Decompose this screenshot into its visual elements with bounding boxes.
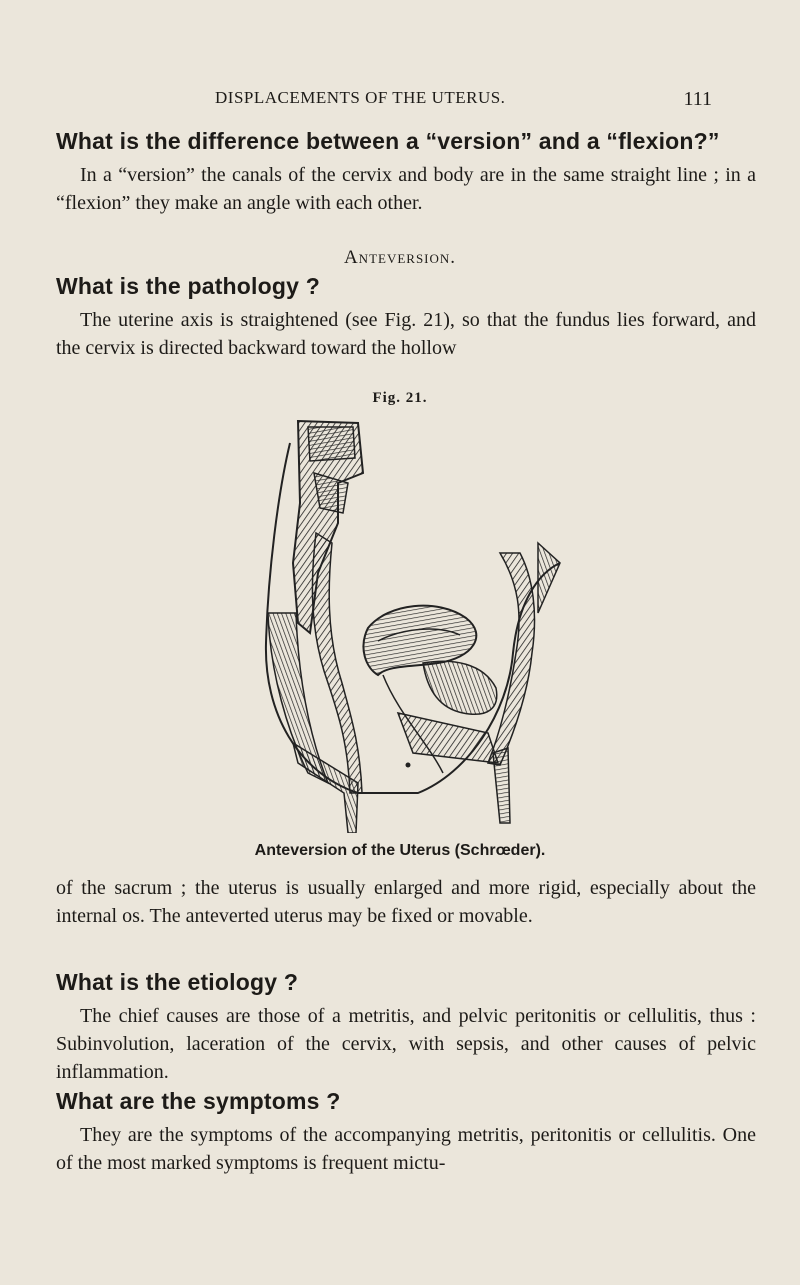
figure-label: Fig. 21.	[372, 390, 428, 406]
question-version-flexion: What is the difference between a “version” and a “flexion?”	[56, 128, 720, 154]
answer-pathology-part1: The uterine axis is straightened (see Fig. 21), so that the fundus lies forward, and the cervix is directed backward toward the hollow	[56, 309, 756, 359]
figure-anteversion-illustration	[238, 413, 568, 833]
running-head	[0, 88, 800, 118]
answer-pathology-part2: of the sacrum ; the uterus is usually enlarged and more rigid, especially about the internal os. The anteverted uterus may be fixed or movable.	[56, 877, 756, 927]
question-pathology: What is the pathology ?	[56, 273, 320, 299]
question-symptoms: What are the symptoms ?	[56, 1088, 341, 1114]
question-etiology: What is the etiology ?	[56, 969, 299, 995]
running-head-title: DISPLACEMENTS OF THE UTERUS.	[215, 88, 506, 107]
anteversion-engraving	[238, 413, 568, 833]
section-heading-anteversion: Anteversion.	[343, 247, 457, 268]
answer-etiology: The chief causes are those of a metritis, and pelvic peritonitis or cellulitis, thus : Subinvolution, laceration of the cervix, with sepsis, and other causes of pelvic inflammation.	[56, 1005, 756, 1083]
page-number: 111	[683, 88, 712, 110]
answer-symptoms: They are the symptoms of the accompanying metritis, peritonitis or cellulitis. One of the most marked symptoms is frequent mictu-	[56, 1124, 756, 1174]
answer-version-flexion: In a “version” the canals of the cervix and body are in the same straight line ; in a “flexion” they make an angle with each other.	[56, 164, 756, 214]
figure-caption: Anteversion of the Uterus (Schrœder).	[254, 842, 546, 859]
